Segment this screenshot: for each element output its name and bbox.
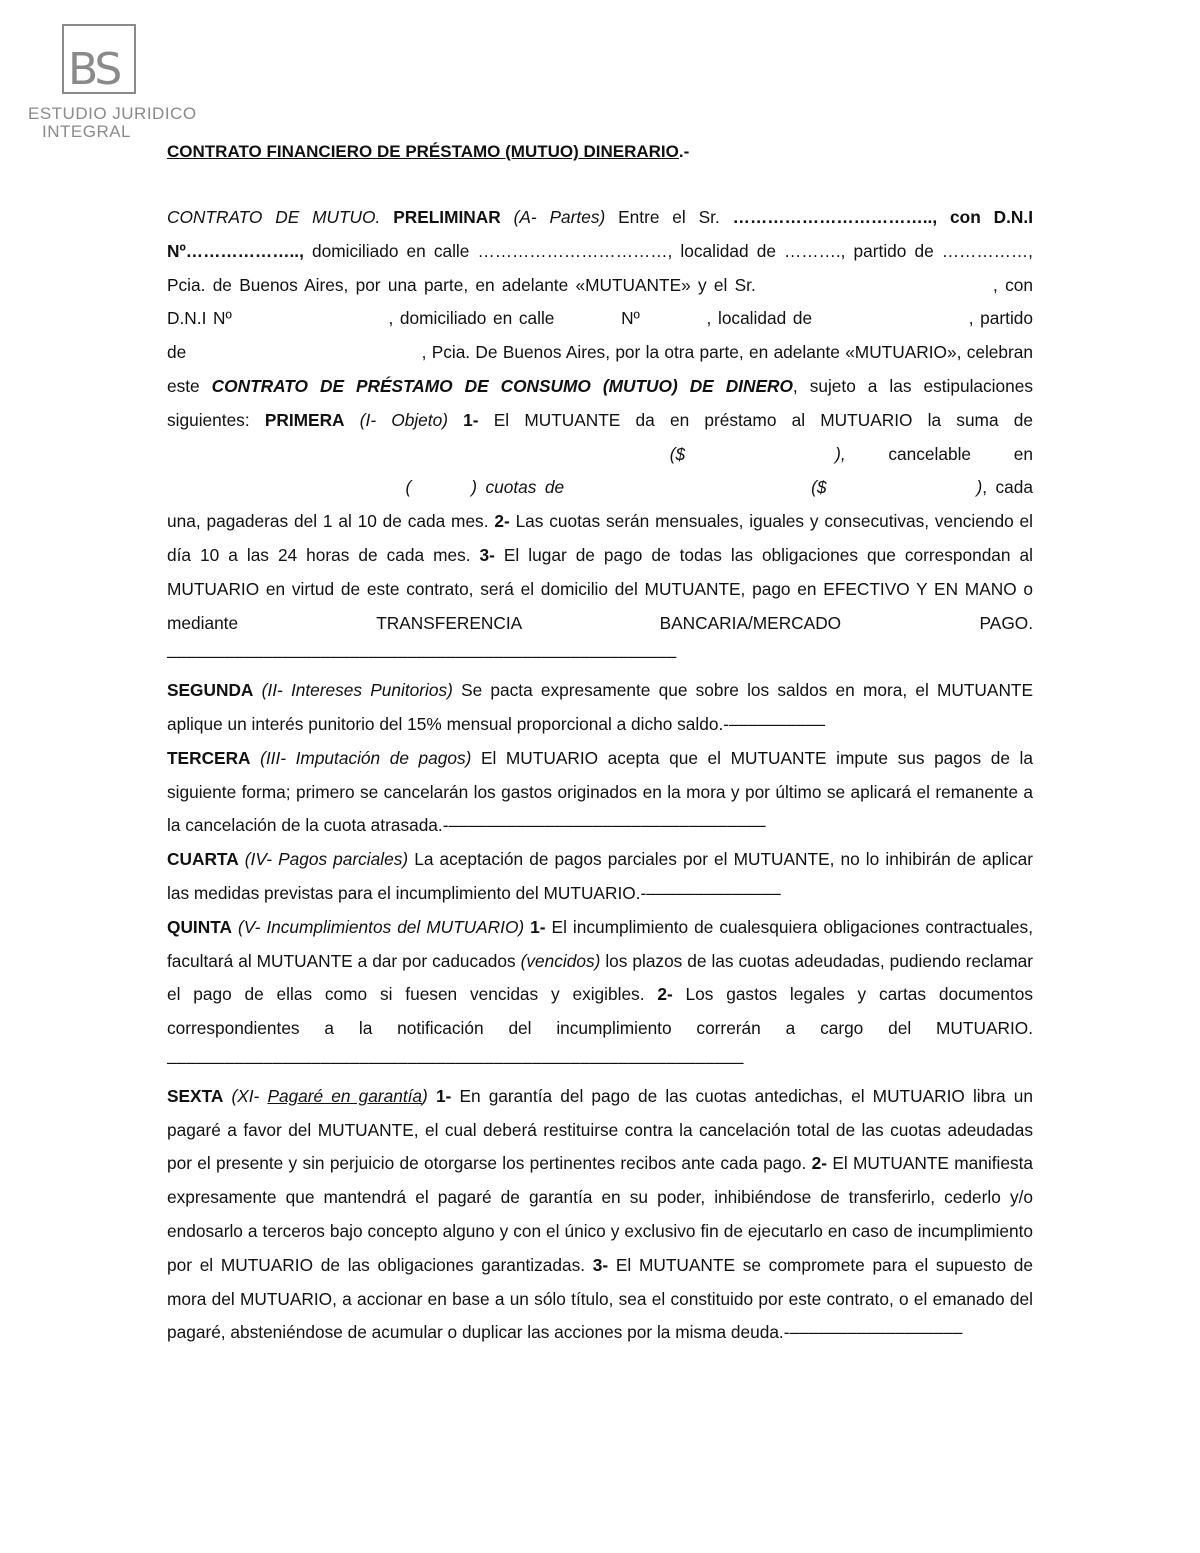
preliminar-text-8: , Pcia. De Buenos Aires, por la otra parte, en adelante «MUTUARIO», celebran este	[167, 342, 1033, 396]
cuarta-text: La aceptación de pagos parciales por el MUTUANTE, no lo inhibirán de aplicar las medidas previstas para el incumplimiento del MUTUARIO.-––––––––––––––	[167, 849, 1034, 903]
preliminar-text-5: Nº	[621, 308, 640, 329]
logo-monogram: BS	[68, 44, 120, 95]
primera-item-3: 3-	[479, 544, 495, 565]
segunda-heading: SEGUNDA	[167, 680, 254, 701]
sexta-text-1: En garantía del pago de las cuotas antedichas, el MUTUARIO libra un pagaré a favor del MUTUANTE, el cual deberá restituirse contra la cancelación total de las cuotas adeudadas por el presente y sin perjuicio de otorgarse los pertinentes recibos ante cada pago.	[167, 1085, 1033, 1174]
quinta-vencidos: (vencidos)	[520, 950, 601, 971]
preliminar-text-9: , sujeto a las estipulaciones siguientes:	[167, 375, 1033, 430]
tercera-text: El MUTUARIO acepta que el MUTUANTE impute sus pagos de la siguiente forma; primero se cancelarán los gastos originados en la mora y por último se aplicará el remanente a la cancelación de la cuota atrasada.-–––––––––––––––––––––––––––––––––	[167, 747, 1033, 836]
preliminar-text-6: , localidad de	[706, 308, 813, 329]
primera-heading: PRIMERA	[264, 409, 345, 430]
contract-body	[167, 201, 1033, 1350]
primera-installment-open: ($	[811, 477, 827, 498]
quinta-heading: QUINTA	[167, 916, 232, 937]
clause-sexta	[167, 1080, 1033, 1350]
logo-text-line1: ESTUDIO JURIDICO	[28, 104, 197, 123]
segunda-subtitle: (II- Intereses Punitorios)	[261, 680, 453, 701]
preliminar-text-4: , domiciliado en calle	[388, 308, 555, 329]
sexta-subtitle-open: (XI-	[231, 1085, 260, 1106]
primera-installments-of: cuotas de	[485, 477, 565, 498]
primera-subtitle: (I- Objeto)	[359, 409, 448, 430]
clause-segunda	[167, 674, 1033, 742]
preliminar-blank-dni: …………………………….., con D.N.I Nº………………..,	[167, 207, 1033, 261]
sexta-text-2: El MUTUANTE manifiesta expresamente que mantendrá el pagaré de garantía en su poder, inhibiéndose de transferirlo, cederlo y/o endosarlo a terceros bajo concepto alguno y con el único y exclusivo fin de ejecutarlo en caso de incumplimiento por el MUTUARIO de las obligaciones garantizadas.	[167, 1153, 1034, 1275]
quinta-text-2: los plazos de las cuotas adeudadas, pudiendo reclamar el pago de ellas como si fuesen vencidas y exigibles.	[167, 950, 1033, 1005]
primera-installment-close: )	[976, 477, 983, 498]
clause-cuarta	[167, 843, 1033, 911]
quinta-item-1: 1-	[530, 916, 546, 937]
document-title	[167, 142, 689, 162]
primera-item-2: 2-	[494, 511, 510, 532]
preliminar-text-3: , con D.N.I Nº	[167, 274, 1033, 329]
clause-tercera	[167, 742, 1033, 843]
clause-quinta	[167, 911, 1033, 1080]
primera-installments-close: )	[471, 477, 478, 498]
quinta-subtitle: (V- Incumplimientos del MUTUARIO)	[237, 916, 525, 937]
logo-text-line2: INTEGRAL	[42, 122, 132, 141]
title-suffix: .-	[678, 142, 690, 161]
segunda-text: Se pacta expresamente que sobre los saldos en mora, el MUTUANTE aplique un interés punitorio del 15% mensual proporcional a dicho saldo.-––––––––––	[167, 680, 1034, 734]
preliminar-subtitle: (A- Partes)	[513, 207, 606, 227]
quinta-text-1: El incumplimiento de cualesquiera obligaciones contractuales, facultará al MUTUANTE a dar por caducados	[167, 916, 1033, 971]
primera-amount-close: ),	[835, 443, 846, 464]
preliminar-text-2: domiciliado en calle ……………………………, localidad de ………., partido de ……………, Pcia. de Buenos Aires, por una parte, en adelante «MUTUANTE» y el Sr.	[167, 240, 1033, 295]
sexta-heading: SEXTA	[167, 1085, 224, 1106]
quinta-item-2: 2-	[657, 984, 673, 1005]
sexta-text-3: El MUTUANTE se compromete para el supuesto de mora del MUTUARIO, a accionar en base a un sólo título, sea el constituido por este contrato, o el emanado del pagaré, absteniéndose de acumular o duplicar las acciones por la misma deuda.-––––––––––––––––––	[167, 1254, 1034, 1343]
sexta-item-1: 1-	[435, 1085, 452, 1106]
primera-text-5: El lugar de pago de todas las obligaciones que correspondan al MUTUARIO en virtud de este contrato, será el domicilio del MUTUANTE, pago en EFECTIVO Y EN MANO o mediante TRANSFERENCIA BANCARIA/MERCADO PAGO. –––––––––––––––––––––––––––––––––––––––––––––––––––––	[167, 544, 1033, 667]
preliminar-heading-italic: CONTRATO DE MUTUO.	[167, 207, 381, 227]
clause-preliminar	[167, 201, 1033, 674]
sexta-subtitle-close: )	[422, 1085, 428, 1106]
tercera-heading: TERCERA	[167, 747, 251, 768]
primera-text-3: , cada una, pagaderas del 1 al 10 de cada mes.	[167, 477, 1033, 532]
primera-installments-open: (	[405, 477, 412, 498]
quinta-text-3: Los gastos legales y cartas documentos correspondientes a la notificación del incumplimiento correrán a cargo del MUTUARIO. ––––––––––––––––––––––––––––––––––––––––––––––––––––––––––––	[167, 984, 1033, 1072]
preliminar-text-1: Entre el Sr.	[618, 207, 720, 227]
preliminar-text-7: , partido de	[167, 308, 1034, 363]
sexta-item-2: 2-	[811, 1153, 828, 1174]
cuarta-heading: CUARTA	[167, 849, 239, 870]
primera-text-2: cancelable en	[888, 443, 1033, 464]
title-main: CONTRATO FINANCIERO DE PRÉSTAMO (MUTUO) DINERARIO	[167, 142, 679, 161]
tercera-subtitle: (III- Imputación de pagos)	[260, 747, 472, 768]
sexta-item-3: 3-	[592, 1254, 609, 1275]
preliminar-heading: PRELIMINAR	[393, 207, 501, 227]
primera-item-1: 1-	[463, 409, 479, 430]
cuarta-subtitle: (IV- Pagos parciales)	[244, 849, 409, 870]
primera-amount-open: ($	[669, 443, 686, 464]
primera-text-1: El MUTUANTE da en préstamo al MUTUARIO la suma de	[493, 409, 1033, 430]
primera-text-4: Las cuotas serán mensuales, iguales y consecutivas, venciendo el día 10 a las 24 horas de cada mes.	[167, 511, 1033, 565]
preliminar-contract-name: CONTRATO DE PRÉSTAMO DE CONSUMO (MUTUO) DE DINERO	[211, 375, 793, 396]
sexta-subtitle: Pagaré en garantía	[267, 1085, 423, 1106]
